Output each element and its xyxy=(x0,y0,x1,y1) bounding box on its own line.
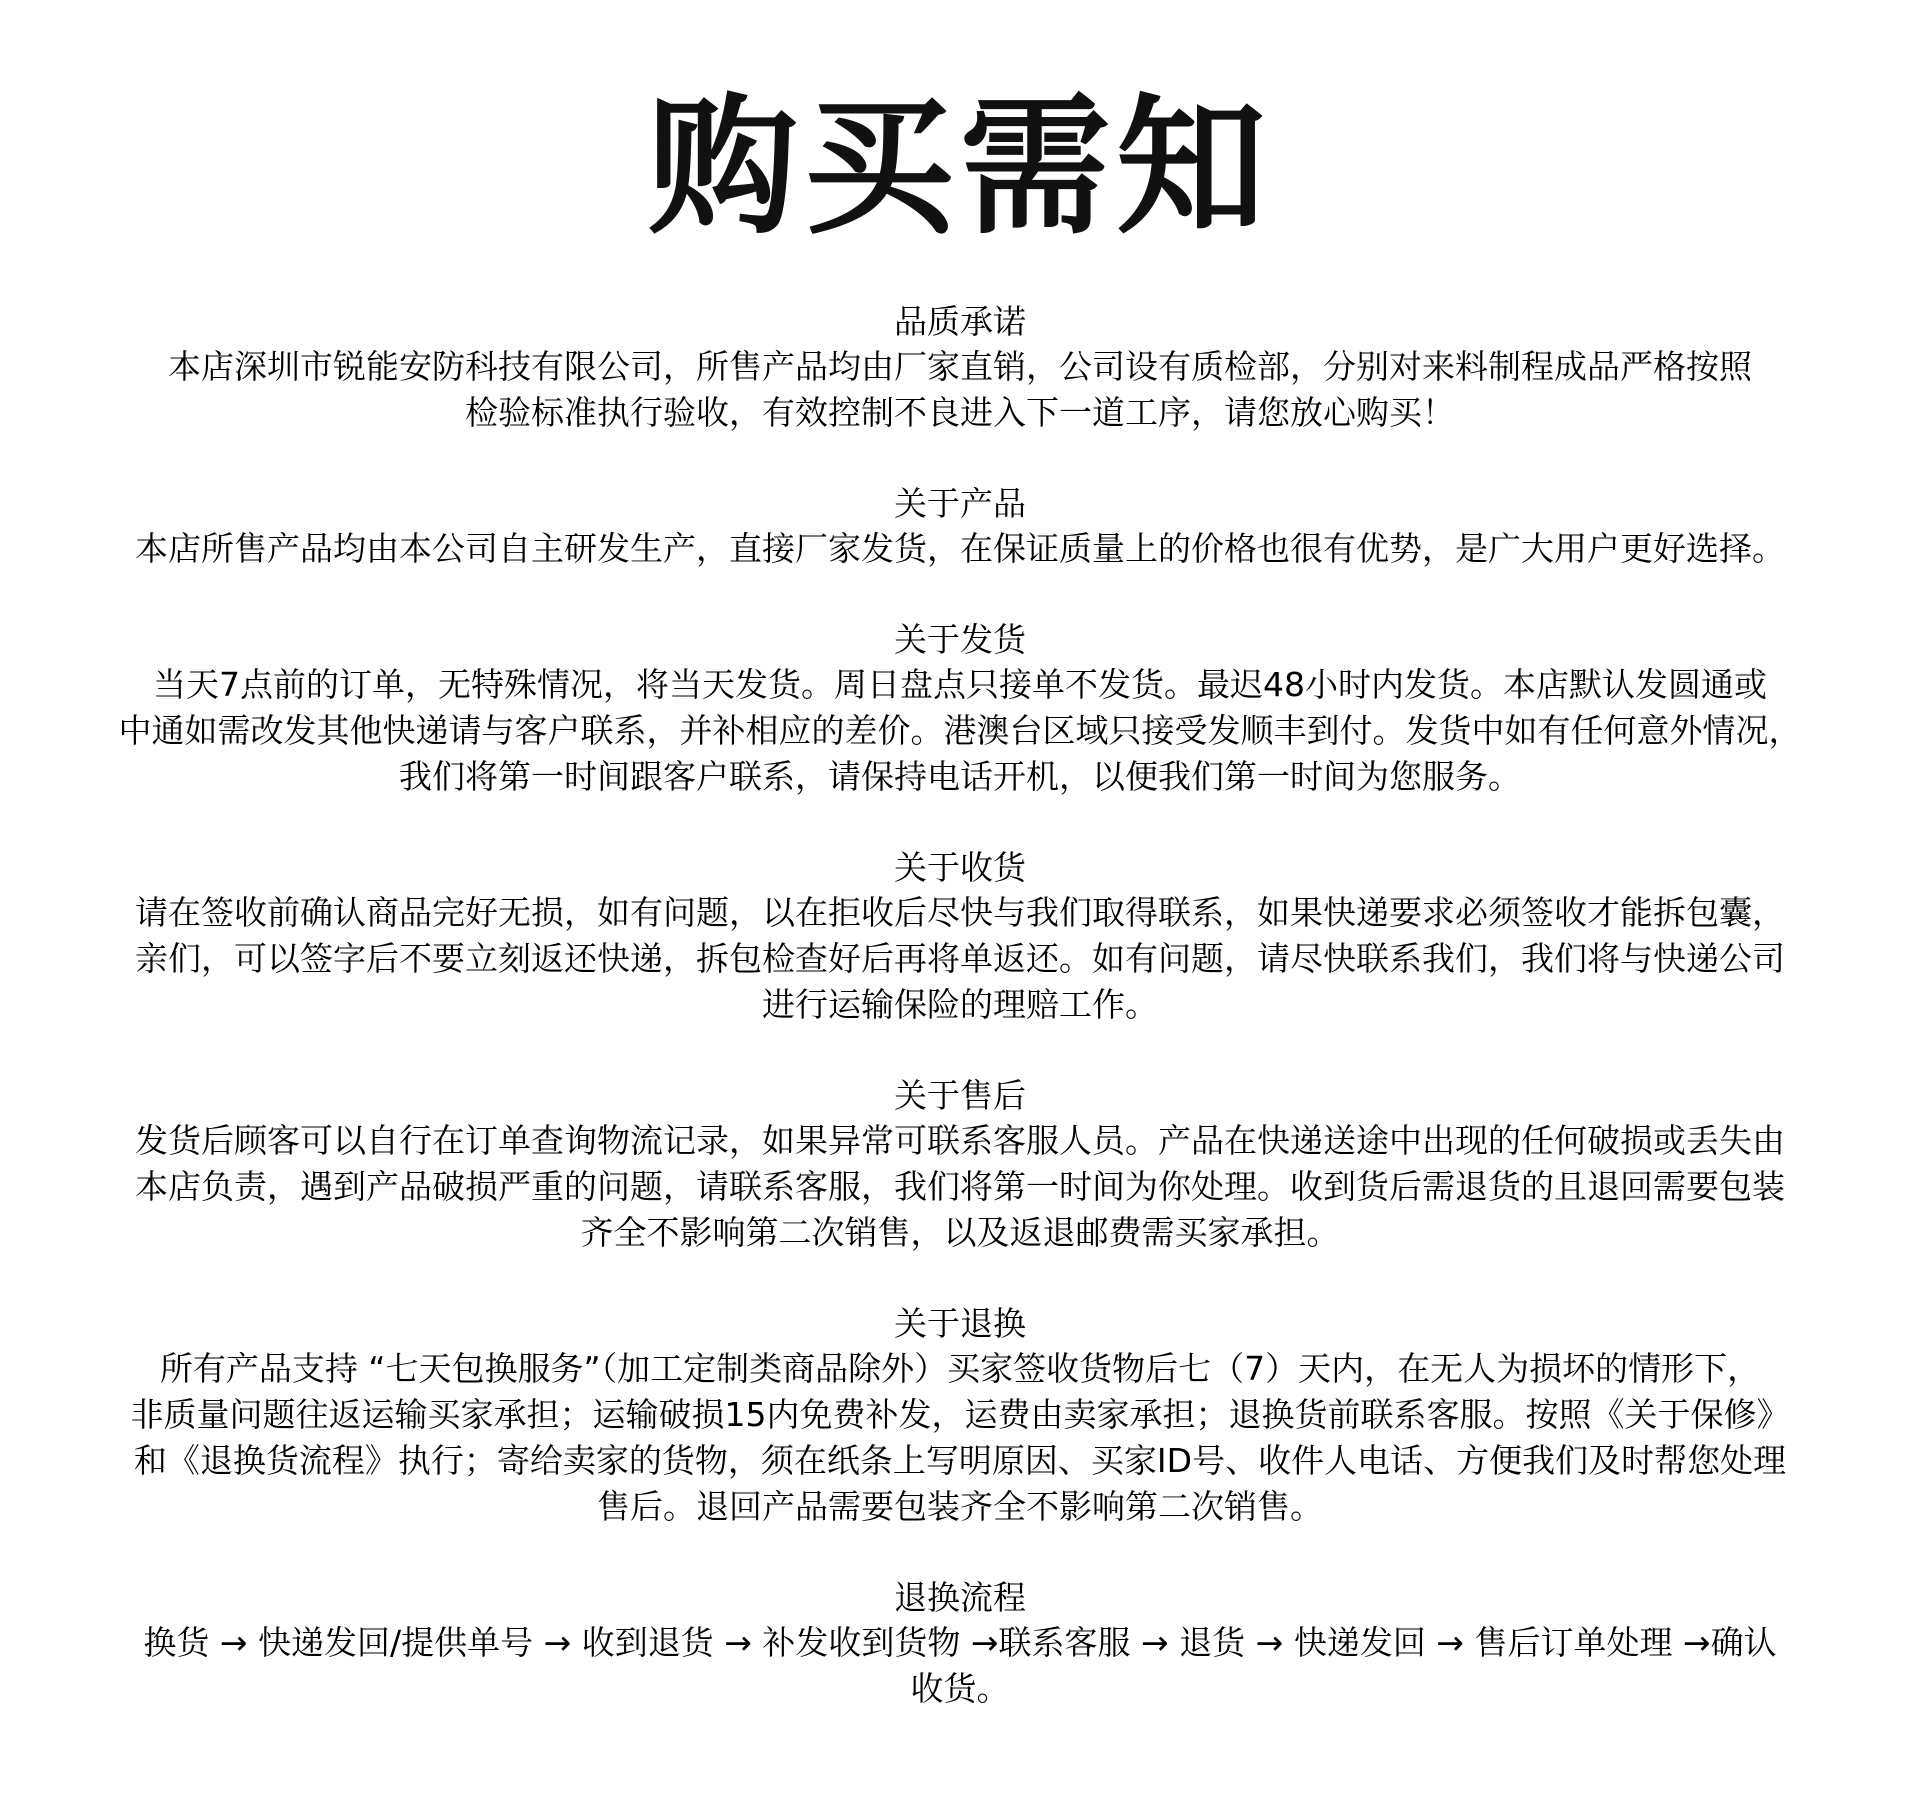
section-body-line: 换货 → 快递发回/提供单号 → 收到退货 → 补发收到货物 →联系客服 → 退货 → 快递发回 → 售后订单处理 →确认 xyxy=(143,1623,1777,1662)
section-spacer xyxy=(30,800,1890,846)
section-body-line: 本店所售产品均由本公司自主研发生产，直接厂家发货，在保证质量上的价格也很有优势，是广大用户更好选择。 xyxy=(135,529,1785,568)
section-body-line: 所有产品支持 “七天包换服务”（加工定制类商品除外）买家签收货物后七（7）天内，在无人为损坏的情形下， xyxy=(159,1349,1761,1388)
section-heading: 关于售后 xyxy=(894,1076,1026,1115)
section-body-line: 发货后顾客可以自行在订单查询物流记录，如果异常可联系客服人员。产品在快递送途中出现的任何破损或丢失由 xyxy=(135,1121,1785,1160)
notice-section xyxy=(30,846,1890,1028)
section-body-line: 检验标准执行验收，有效控制不良进入下一道工序，请您放心购买！ xyxy=(465,393,1455,432)
section-body-line: 售后。退回产品需要包装齐全不影响第二次销售。 xyxy=(597,1487,1323,1526)
section-heading: 关于收货 xyxy=(894,848,1026,887)
section-body-line: 我们将第一时间跟客户联系，请保持电话开机，以便我们第一时间为您服务。 xyxy=(399,757,1521,796)
section-body-line: 中通如需改发其他快递请与客户联系，并补相应的差价。港澳台区域只接受发顺丰到付。发货中如有任何意外情况， xyxy=(118,711,1802,750)
page-title: 购买需知 xyxy=(647,81,1272,255)
notice-section xyxy=(30,1576,1890,1712)
section-body-line: 非质量问题往返运输买家承担；运输破损15内免费补发，运费由卖家承担；退换货前联系客服。按照《关于保修》 xyxy=(130,1395,1790,1434)
section-body-line: 本店深圳市锐能安防科技有限公司，所售产品均由厂家直销，公司设有质检部，分别对来料制程成品严格按照 xyxy=(168,347,1752,386)
section-body-line: 收货。 xyxy=(910,1669,1010,1708)
notice-section xyxy=(30,482,1890,572)
sections-container xyxy=(30,200,1890,1712)
notice-section xyxy=(30,300,1890,436)
section-heading: 关于产品 xyxy=(894,484,1026,523)
section-spacer xyxy=(30,436,1890,482)
section-spacer xyxy=(30,572,1890,618)
section-body-line: 和《退换货流程》执行；寄给卖家的货物，须在纸条上写明原因、买家ID号、收件人电话、方便我们及时帮您处理 xyxy=(133,1441,1787,1480)
section-spacer xyxy=(30,1256,1890,1302)
section-heading: 退换流程 xyxy=(894,1578,1026,1617)
section-heading: 关于发货 xyxy=(894,620,1026,659)
section-body-line: 亲们，可以签字后不要立刻返还快递，拆包检查好后再将单返还。如有问题，请尽快联系我们，我们将与快递公司 xyxy=(135,939,1785,978)
section-body-line: 齐全不影响第二次销售，以及返退邮费需买家承担。 xyxy=(580,1213,1340,1252)
section-body-line: 请在签收前确认商品完好无损，如有问题，以在拒收后尽快与我们取得联系，如果快递要求必须签收才能拆包囊， xyxy=(135,893,1785,932)
section-body-line: 本店负责，遇到产品破损严重的问题，请联系客服，我们将第一时间为你处理。收到货后需退货的且退回需要包装 xyxy=(135,1167,1785,1206)
section-body-line: 当天7点前的订单，无特殊情况，将当天发货。周日盘点只接单不发货。最迟48小时内发货。本店默认发圆通或 xyxy=(153,665,1767,704)
section-spacer xyxy=(30,1028,1890,1074)
notice-section xyxy=(30,618,1890,800)
section-body-line: 进行运输保险的理赔工作。 xyxy=(762,985,1158,1024)
notice-section xyxy=(30,1074,1890,1256)
section-heading: 品质承诺 xyxy=(894,302,1026,341)
section-spacer xyxy=(30,1530,1890,1576)
section-heading: 关于退换 xyxy=(894,1304,1026,1343)
notice-section xyxy=(30,1302,1890,1530)
